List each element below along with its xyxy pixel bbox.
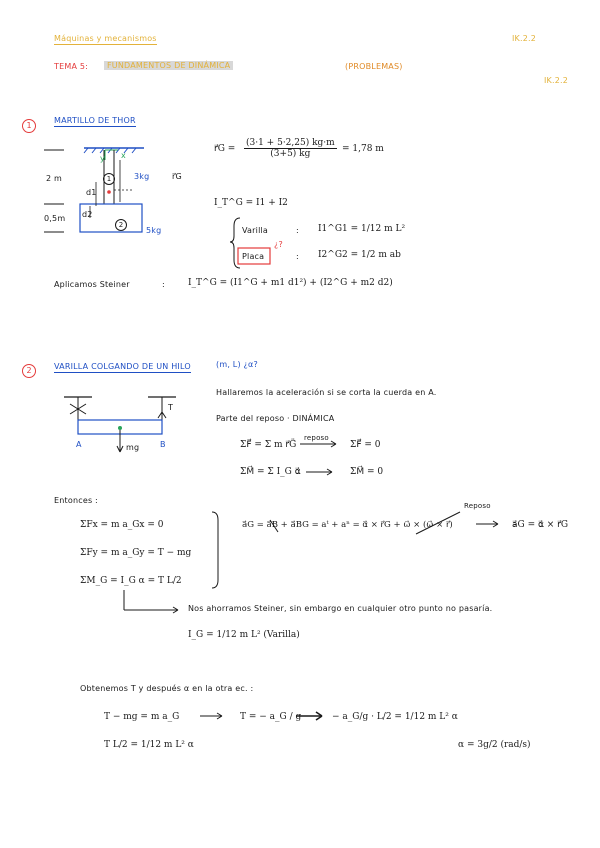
problem-2-params: (m, L) ¿α? xyxy=(216,360,258,369)
mass-3kg: 3kg xyxy=(134,172,150,181)
steiner-label: Aplicamos Steiner xyxy=(54,280,130,289)
rg-lhs: r⃗G = xyxy=(214,144,236,154)
accel-result: a⃗G = α⃗ × r⃗G xyxy=(512,520,569,530)
eq1-left: ΣF⃗ = Σ m r⃗G̈ xyxy=(240,440,297,450)
d1-label: d1 xyxy=(86,188,97,197)
eq2-left: ΣM⃗ = Σ I_G α⃗ xyxy=(240,467,301,477)
accel-expansion: a⃗G = a⃗B + a⃗BG = aᵗ + aⁿ = α⃗ × r⃗G + ω⃗ × (ω⃗ × r⃗) xyxy=(242,520,453,530)
x-axis-label: x xyxy=(121,151,126,160)
weight-label: mg xyxy=(126,443,140,452)
point-a-label: A xyxy=(76,440,82,449)
page-code-top: IK.2.2 xyxy=(512,34,537,43)
part-2-marker: 2 xyxy=(115,212,127,231)
sys-eq-fy: ΣFy = m a_Gy = T − mg xyxy=(80,548,192,558)
theme-title: FUNDAMENTOS DE DINÁMICA xyxy=(104,61,233,70)
eq-substituted: − a_G/g · L/2 = 1/12 m L² α xyxy=(332,712,458,722)
row-placa-formula: I2^G2 = 1/2 m ab xyxy=(318,250,401,260)
eq-newton: T − mg = m a_G xyxy=(104,712,180,722)
point-b-label: B xyxy=(160,440,166,449)
text-hallaremos: Hallaremos la aceleración si se corta la cuerda en A. xyxy=(216,388,437,397)
dim-half-m: 0,5m xyxy=(44,214,66,223)
y-axis-label: y xyxy=(100,154,105,163)
problems-label: (PROBLEMAS) xyxy=(345,62,403,71)
subject-title: Máquinas y mecanismos xyxy=(54,34,157,43)
eq2-right: ΣM⃗ = 0 xyxy=(350,467,384,477)
problem-1-title: MARTILLO DE THOR xyxy=(54,116,136,125)
steiner-colon: : xyxy=(162,280,165,289)
eq-moment: T L/2 = 1/12 m L² α xyxy=(104,740,194,750)
reposo-note: Reposo xyxy=(464,502,491,510)
dim-2m: 2 m xyxy=(46,174,63,183)
part-1-marker: 1 xyxy=(103,166,115,185)
entonces-label: Entonces : xyxy=(54,496,98,505)
obtain-text: Obtenemos T y después α en la otra ec. : xyxy=(80,684,254,693)
eq-tension: T = − a_G / g xyxy=(240,712,302,722)
problem-2-title: VARILLA COLGANDO DE UN HILO xyxy=(54,362,191,371)
rg-result: = 1,78 m xyxy=(342,144,384,154)
question-mark: ¿? xyxy=(274,240,283,249)
sys-eq-moment: ΣM_G = I_G α = T L/2 xyxy=(80,576,182,586)
eq1-reposo: reposo xyxy=(304,434,329,442)
tension-label: T xyxy=(168,403,174,412)
inertia-sum: I_T^G = I1 + I2 xyxy=(214,198,288,208)
steiner-formula: I_T^G = (I1^G + m1 d1²) + (I2^G + m2 d2) xyxy=(188,278,393,288)
final-result: α = 3g/2 (rad/s) xyxy=(458,740,531,750)
row-varilla-colon: : xyxy=(296,226,299,235)
rg-fraction: $\frac{(3\cdot 1 + 5\cdot 2,25) kg\cdot m}{(3+5) kg}$ xyxy=(246,138,335,159)
sys-eq-fx: ΣFx = m a_Gx = 0 xyxy=(80,520,164,530)
eq1-right: ΣF⃗ = 0 xyxy=(350,440,381,450)
row-varilla-formula: I1^G1 = 1/12 m L² xyxy=(318,224,406,234)
ig-formula: I_G = 1/12 m L² (Varilla) xyxy=(188,630,300,640)
page-code-right: IK.2.2 xyxy=(544,76,569,85)
problem-2-number: 2 xyxy=(22,358,36,378)
theme-label: TEMA 5: xyxy=(54,62,89,71)
problem-1-number: 1 xyxy=(22,113,36,133)
row-varilla-label: Varilla xyxy=(242,226,269,235)
mass-5kg: 5kg xyxy=(146,226,162,235)
steiner-note: Nos ahorramos Steiner, sin embargo en cualquier otro punto no pasaría. xyxy=(188,604,493,613)
text-parte-reposo: Parte del reposo · DINÁMICA xyxy=(216,414,335,423)
row-placa-colon: : xyxy=(296,252,299,261)
rg-label: r⃗G xyxy=(172,172,182,181)
d2-label: d2 xyxy=(82,210,93,219)
row-placa-label: Placa xyxy=(242,252,265,261)
